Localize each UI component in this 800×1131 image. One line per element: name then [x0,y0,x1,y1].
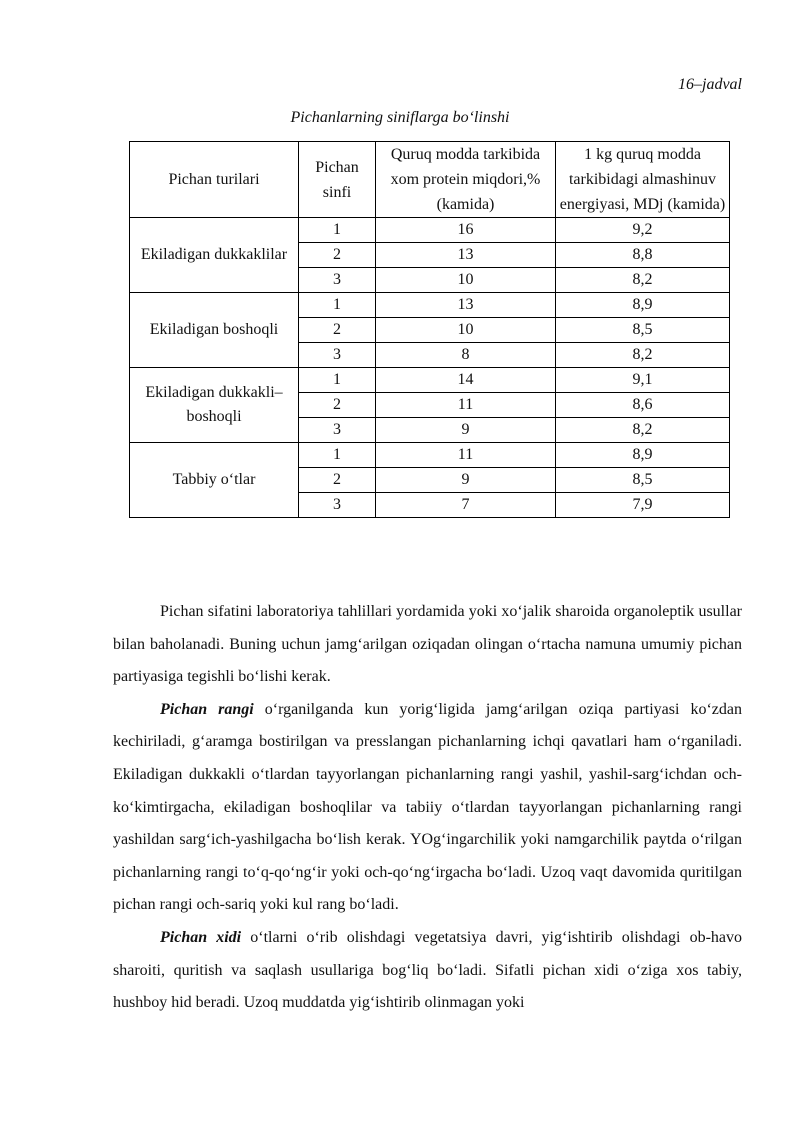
energy-cell: 8,5 [556,318,730,343]
hay-type-cell: Tabbiy o‘tlar [130,443,299,518]
class-cell: 2 [299,393,376,418]
table-number: 16–jadval [678,76,742,93]
paragraph [113,694,742,922]
paragraph [113,922,742,1020]
protein-cell: 11 [376,443,556,468]
paragraph [113,596,742,694]
paragraph-text: o‘tlarni o‘rib olishdagi vegetatsiya davri, yig‘ishtirib olishdagi ob-havo sharoiti, quritish va saqlash usullariga bog‘liq bo‘ladi. Sifatli pichan xidi o‘ziga xos tabiy, hushboy hid beradi. Uzoq muddatda yig‘ishtirib olinmagan yoki [113,928,743,1012]
paragraph-text: o‘rganilganda kun yorig‘ligida jamg‘arilgan oziqa partiyasi ko‘zdan kechiriladi, g‘aramga bostirilgan va presslangan pichanlarning ichqi qavatlari ham o‘rganiladi. Ekiladigan dukkakli o‘tlardan tayyorlangan pichanlarning rangi yashil, yashil-sarg‘ichdan och-ko‘kimtirgacha, ekiladigan boshoqlilar va tabiiy o‘tlardan tayyorlangan pichanlarning rangi yashildan sarg‘ich-yashilgacha bo‘lish kerak. YOg‘ingarchilik yoki namgarchilik paytda o‘rilgan pichanlarning rangi to‘q-qo‘ng‘ir yoki och-qo‘ng‘irgacha bo‘ladi. Uzoq vaqt davomida quritilgan pichan rangi och-sariq yoki kul rang bo‘ladi. [113,700,742,914]
energy-cell: 8,2 [556,343,730,368]
class-cell: 3 [299,418,376,443]
protein-cell: 10 [376,318,556,343]
paragraph-lead: Pichan rangi [160,700,254,718]
table-body [130,218,730,518]
protein-cell: 9 [376,418,556,443]
paragraph-text: Pichan sifatini laboratoriya tahlillari yordamida yoki xo‘jalik sharoida organoleptik usullar bilan baholanadi. Buning uchun jamg‘arilgan oziqadan olingan o‘rtacha namuna umumiy pichan partiyasiga tegishli bo‘lishi kerak. [113,603,742,686]
energy-cell: 7,9 [556,493,730,518]
energy-cell: 9,1 [556,368,730,393]
energy-cell: 9,2 [556,218,730,243]
energy-cell: 8,5 [556,468,730,493]
hay-type-cell: Ekiladigan dukkaklilar [130,218,299,293]
hay-type-cell: Ekiladigan dukkakli–boshoqli [130,368,299,443]
header-energy: 1 kg quruq modda tarkibidagi almashinuv energiyasi, MDj (kamida) [556,142,730,218]
table-header-row [130,142,730,218]
energy-cell: 8,9 [556,293,730,318]
protein-cell: 8 [376,343,556,368]
energy-cell: 8,2 [556,268,730,293]
protein-cell: 14 [376,368,556,393]
protein-cell: 11 [376,393,556,418]
class-cell: 3 [299,268,376,293]
energy-cell: 8,6 [556,393,730,418]
protein-cell: 16 [376,218,556,243]
protein-cell: 13 [376,293,556,318]
table-row [130,368,730,393]
energy-cell: 8,9 [556,443,730,468]
energy-cell: 8,2 [556,418,730,443]
table-row [130,443,730,468]
class-cell: 3 [299,343,376,368]
energy-cell: 8,8 [556,243,730,268]
class-cell: 2 [299,318,376,343]
class-cell: 1 [299,218,376,243]
protein-cell: 10 [376,268,556,293]
protein-cell: 9 [376,468,556,493]
class-cell: 1 [299,443,376,468]
table-row [130,218,730,243]
table-title: Pichanlarning siniflarga bo‘linshi [290,109,510,126]
protein-cell: 7 [376,493,556,518]
header-hay-class: Pichan sinfi [299,142,376,218]
body-text [113,596,742,1020]
protein-cell: 13 [376,243,556,268]
class-cell: 1 [299,368,376,393]
paragraph-lead: Pichan xidi [160,928,242,946]
class-cell: 2 [299,468,376,493]
class-cell: 2 [299,243,376,268]
header-hay-type: Pichan turilari [130,142,299,218]
class-cell: 1 [299,293,376,318]
hay-classification-table [129,141,730,518]
header-crude-protein: Quruq modda tarkibida xom protein miqdori,% (kamida) [376,142,556,218]
class-cell: 3 [299,493,376,518]
hay-type-cell: Ekiladigan boshoqli [130,293,299,368]
table-row [130,293,730,318]
